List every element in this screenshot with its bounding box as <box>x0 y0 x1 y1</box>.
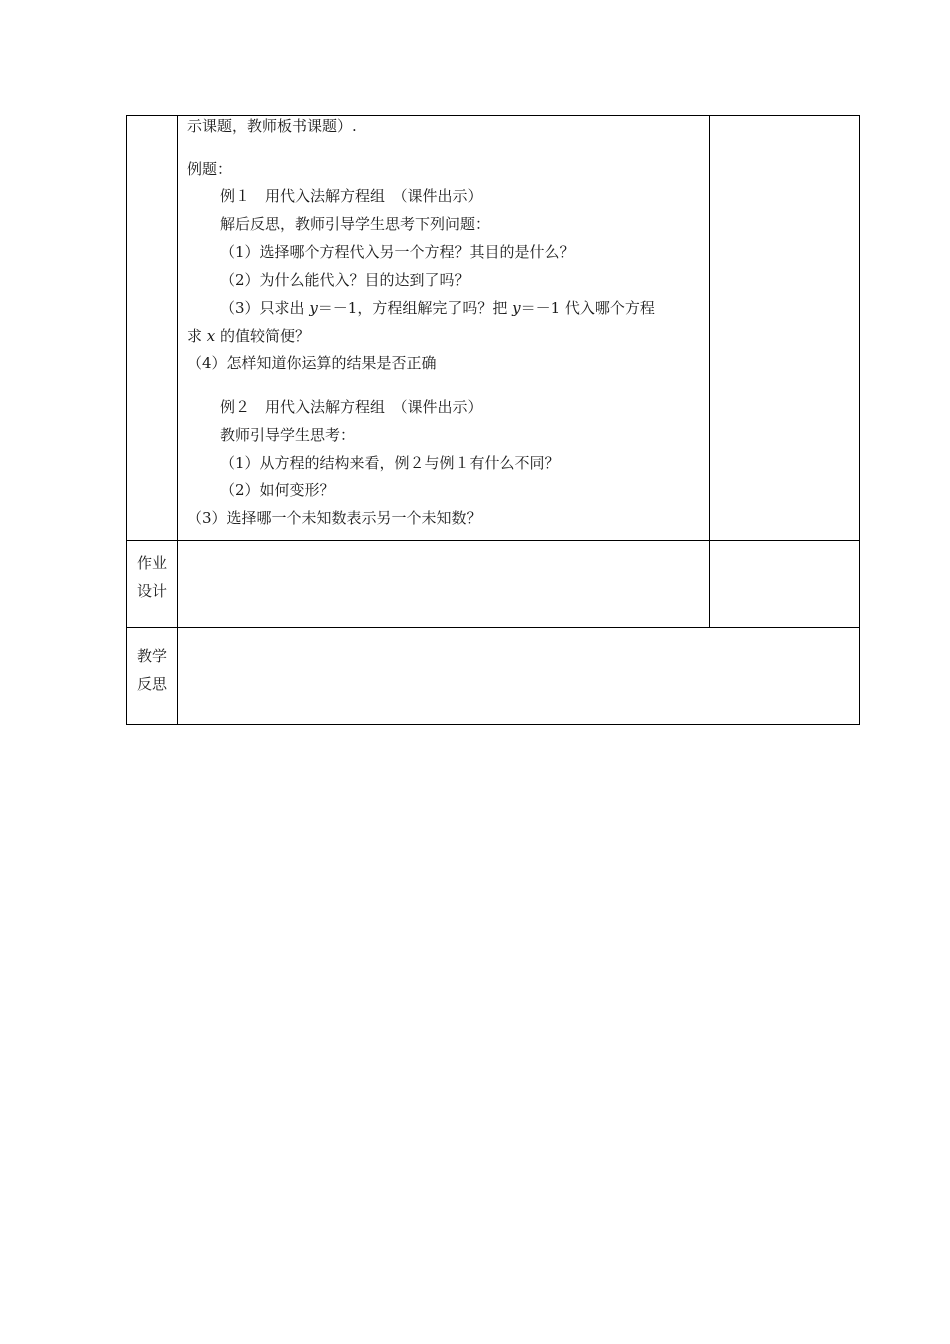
example1-question-3-cont <box>187 326 310 346</box>
homework-label-line2: 设计 <box>136 582 167 600</box>
example1-prompt: 解后反思，教师引导学生思考下列问题： <box>220 215 491 233</box>
table-border-right <box>859 115 860 725</box>
example2-title: 例２ 用代入法解方程组 （课件出示） <box>220 398 483 416</box>
example1-question-3 <box>220 298 655 318</box>
q3-text-c: ＝－1 代入哪个方程 <box>520 299 655 317</box>
example1-question-2: （2）为什么能代入？目的达到了吗？ <box>220 271 470 289</box>
q3-text-a: （3）只求出 <box>220 299 310 317</box>
table-border-left <box>126 115 127 725</box>
intro-line: 示课题，教师板书课题）. <box>187 117 357 135</box>
example2-question-3: （3）选择哪一个未知数表示另一个未知数？ <box>187 509 482 527</box>
reflection-label-line2: 反思 <box>136 675 167 693</box>
example2-question-1: （1）从方程的结构来看，例２与例１有什么不同？ <box>220 454 560 472</box>
variable-y: y <box>512 299 521 317</box>
examples-heading: 例题： <box>187 160 233 178</box>
example2-question-2: （2）如何变形？ <box>220 481 335 499</box>
homework-label-line1: 作业 <box>136 554 167 572</box>
example1-question-1: （1）选择哪个方程代入另一个方程？其目的是什么？ <box>220 243 575 261</box>
table-border-bottom <box>126 724 860 725</box>
homework-label <box>127 549 177 605</box>
example1-title: 例１ 用代入法解方程组 （课件出示） <box>220 187 483 205</box>
variable-x: x <box>206 327 216 345</box>
row-divider-homework <box>126 540 860 541</box>
notes-column-divider <box>709 115 710 628</box>
row-divider-reflection <box>126 627 860 628</box>
label-column-divider <box>177 115 178 725</box>
q3-text-e: 的值较简便？ <box>215 327 311 345</box>
q3-text-b: ＝－1，方程组解完了吗？把 <box>317 299 513 317</box>
q3-text-d: 求 <box>187 327 207 345</box>
example2-prompt: 教师引导学生思考： <box>220 426 356 444</box>
lesson-plan-table <box>126 115 860 725</box>
example1-question-4: （4）怎样知道你运算的结果是否正确 <box>187 354 437 372</box>
variable-y: y <box>309 299 318 317</box>
reflection-label <box>127 642 177 698</box>
reflection-label-line1: 教学 <box>136 647 167 665</box>
